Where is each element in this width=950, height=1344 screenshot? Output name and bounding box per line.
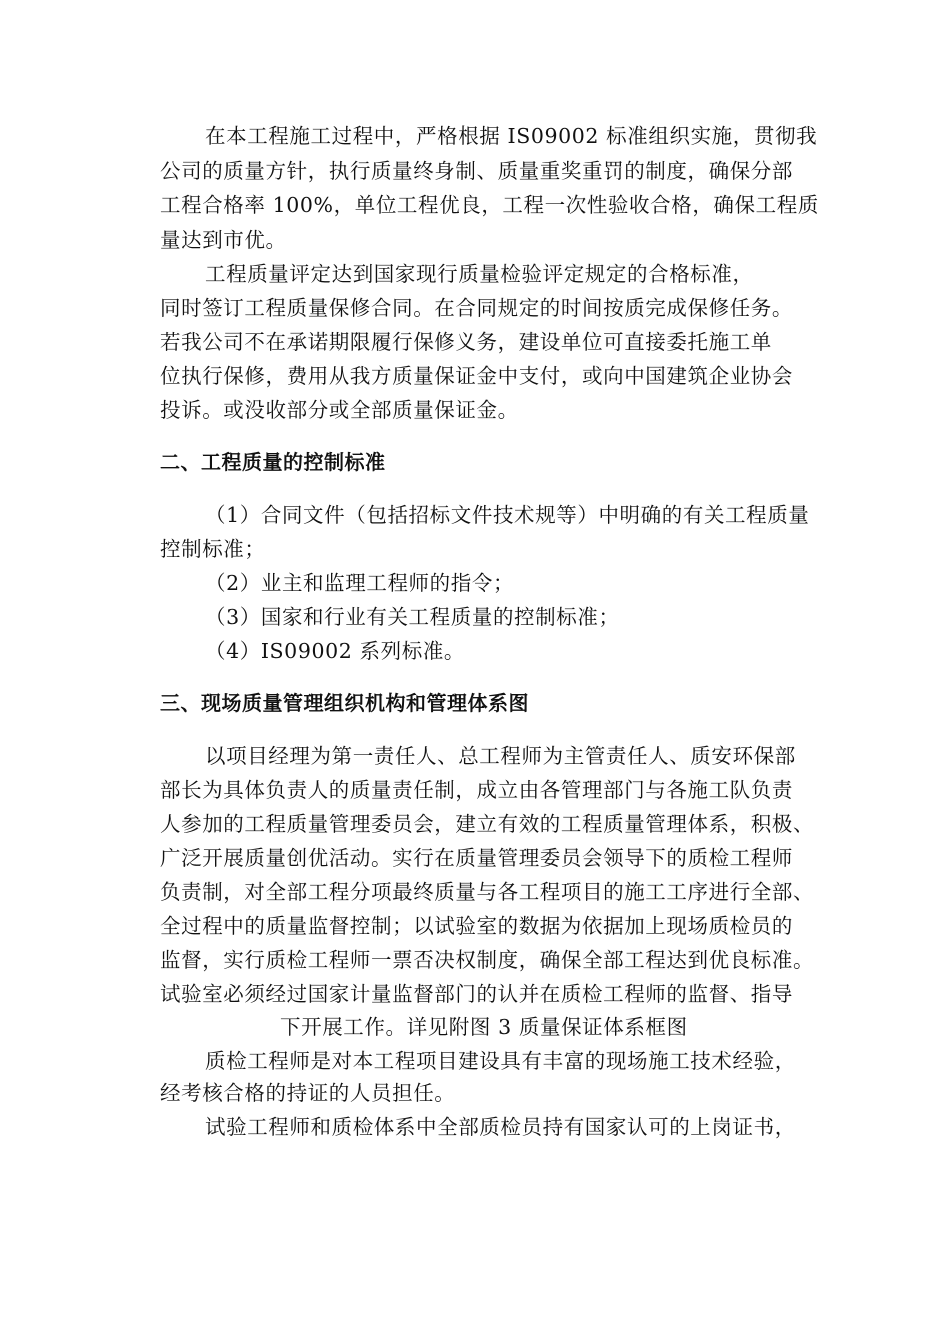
paragraph-line: 下开展工作。详见附图 3 质量保证体系框图 xyxy=(280,1015,688,1039)
paragraph-line: 人参加的工程质量管理委员会，建立有效的工程质量管理体系，积极、 xyxy=(160,812,815,836)
list-item: 控制标准； xyxy=(160,537,266,561)
list-item: （4）IS09002 系列标准。 xyxy=(205,639,466,663)
paragraph-line: 全过程中的质量监督控制；以试验室的数据为依据加上现场质检员的 xyxy=(160,914,793,938)
paragraph-line: 工程质量评定达到国家现行质量检验评定规定的合格标准， xyxy=(205,262,754,286)
list-item: （3）国家和行业有关工程质量的控制标准； xyxy=(205,605,620,629)
paragraph-line: 公司的质量方针，执行质量终身制、质量重奖重罚的制度，确保分部 xyxy=(160,159,793,183)
paragraph-line: 负责制，对全部工程分项最终质量与各工程项目的施工工序进行全部、 xyxy=(160,880,815,904)
paragraph-line: 位执行保修，费用从我方质量保证金中支付，或向中国建筑企业协会 xyxy=(160,364,793,388)
paragraph-line: 若我公司不在承诺期限履行保修义务，建设单位可直接委托施工单 xyxy=(160,330,772,354)
paragraph-line: 试验工程师和质检体系中全部质检员持有国家认可的上岗证书， xyxy=(205,1115,796,1139)
paragraph-line: 广泛开展质量创优活动。实行在质量管理委员会领导下的质检工程师 xyxy=(160,846,793,870)
paragraph-line: 监督，实行质检工程师一票否决权制度，确保全部工程达到优良标准。 xyxy=(160,948,815,972)
list-item: （1）合同文件（包括招标文件技术规等）中明确的有关工程质量 xyxy=(205,503,810,527)
paragraph-line: 在本工程施工过程中，严格根据 IS09002 标准组织实施，贯彻我 xyxy=(205,124,818,148)
section-heading: 二、工程质量的控制标准 xyxy=(160,450,386,474)
paragraph-line: 同时签订工程质量保修合同。在合同规定的时间按质完成保修任务。 xyxy=(160,296,793,320)
paragraph-line: 经考核合格的持证的人员担任。 xyxy=(160,1081,456,1105)
paragraph-line: 投诉。或没收部分或全部质量保证金。 xyxy=(160,398,519,422)
paragraph-line: 以项目经理为第一责任人、总工程师为主管责任人、质安环保部 xyxy=(205,744,796,768)
paragraph-line: 部长为具体负责人的质量责任制，成立由各管理部门与各施工队负责 xyxy=(160,778,793,802)
list-item: （2）业主和监理工程师的指令； xyxy=(205,571,515,595)
paragraph-line: 试验室必须经过国家计量监督部门的认并在质检工程师的监督、指导 xyxy=(160,982,793,1006)
paragraph-line: 量达到市优。 xyxy=(160,228,287,252)
section-heading: 三、现场质量管理组织机构和管理体系图 xyxy=(160,691,529,715)
paragraph-line: 质检工程师是对本工程项目建设具有丰富的现场施工技术经验， xyxy=(205,1049,796,1073)
paragraph-line: 工程合格率 100%，单位工程优良，工程一次性验收合格，确保工程质 xyxy=(160,193,819,217)
